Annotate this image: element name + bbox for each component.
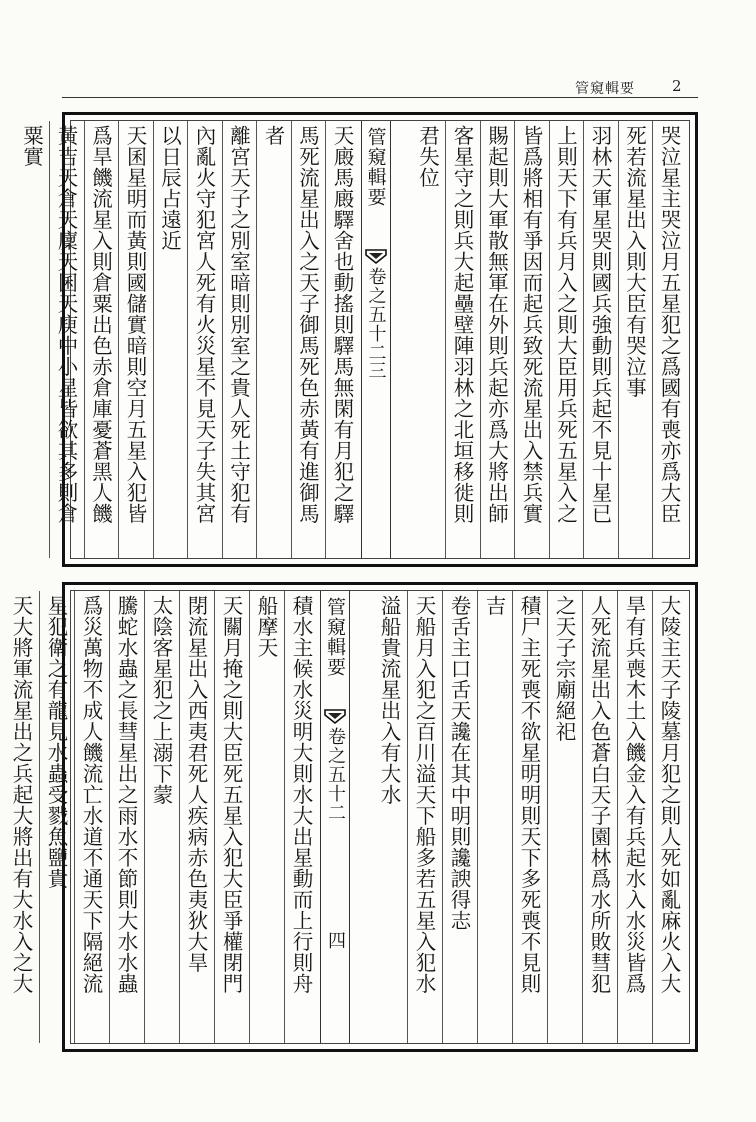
column-rule [39,591,40,1043]
column-rule [74,591,75,1043]
right-text-column: 積尸主死喪不欲星明明則天下多死喪不見則 [517,595,541,994]
fold-book-title: 管窺輯要 [364,127,387,207]
column-rule [652,121,653,558]
bottom-leaf [9,582,698,1052]
column-rule [477,591,478,1043]
right-text-column: 大陵主天子陵墓月犯之則人死如亂麻火入大 [657,595,681,994]
column-rule [325,121,326,558]
column-rule [617,591,618,1043]
column-rule [118,121,119,558]
column-rule [407,591,408,1043]
left-text-column: 閉流星出入西夷君死人疾病赤色夷狄大旱 [184,595,208,973]
running-title: 管窺輯要 [575,81,635,97]
column-rule [179,591,180,1043]
column-rule [109,591,110,1043]
right-text-column: 上則天下有兵月入之則大臣用兵死五星入之 [553,125,578,524]
left-text-column: 天囷星明而黃則國儲實暗則空月五星入犯皆 [123,125,147,524]
left-text-column: 天廄馬廄驛舍也動搖則驛馬無閑有月犯之驛 [330,125,354,524]
bottom-leaf-text-frame [9,590,690,1044]
center-fold-column [361,121,391,558]
column-rule [583,121,584,558]
left-text-column: 船摩天 [254,595,278,658]
header-rule [62,97,698,98]
column-rule [652,591,653,1043]
left-text-column: 爲災萬物不成人饑流亡水道不通天下隔絕流 [79,595,103,994]
column-rule [84,121,85,558]
column-rule [222,121,223,558]
left-text-column: 太陰客星犯之上溺下蒙 [149,595,173,805]
column-rule [618,121,619,558]
left-text-column: 天大將軍流星出之兵起大將出有大水入之大 [9,595,33,994]
right-text-column: 溢船貴流星出入有大水 [377,595,401,805]
fold-volume-label: 卷之五十二 [365,267,387,362]
column-rule [291,121,292,558]
column-rule [249,591,250,1043]
right-text-column: 卷舌主口舌天讒在其中明則讒諛得志 [447,595,471,931]
column-rule [480,121,481,558]
left-text-column: 馬死流星出入之天子御馬死色赤黃有進御馬 [295,125,320,524]
top-leaf-text-frame [19,120,690,559]
column-rule [547,591,548,1043]
center-fold-column [320,591,350,1043]
left-text-column: 內亂火守犯宮人死有火災星不見天子失其宮 [192,125,216,524]
left-text-column: 者 [261,125,285,146]
left-text-column: 星犯衛之有龍見水蟲受戮魚鹽貴 [44,595,68,889]
fishtail-mark-icon [324,709,346,725]
page-number: 2 [672,77,682,95]
column-rule [514,121,515,558]
left-text-column: 積水主候水災明大則水大出星動而上行則舟 [289,595,313,994]
right-text-column: 君失位 [415,125,440,188]
left-text-column: 以日辰占遠近 [157,125,182,251]
right-text-column: 吉 [482,595,506,616]
right-text-column: 哭泣星主哭泣月五星犯之爲國有喪亦爲大臣 [657,125,681,524]
column-rule [256,121,257,558]
column-rule [49,121,50,558]
right-text-column: 旱有兵喪木土入饑金入有兵起水入水災皆爲 [622,595,646,994]
column-rule [144,591,145,1043]
left-text-column: 騰蛇水蟲之長彗星出之雨水不節則大水水蟲 [114,595,138,994]
column-rule [153,121,154,558]
column-rule [214,591,215,1043]
top-leaf [19,112,698,567]
right-text-column: 死若流星出入則大臣有哭泣事 [622,125,647,398]
right-text-column: 天船月入犯之百川溢天下船多若五星入犯水 [412,595,436,994]
column-rule [187,121,188,558]
column-rule [512,591,513,1043]
right-text-column: 客星守之則兵大起壘壁陣羽林之北垣移徙則 [450,125,474,524]
fold-leaf-number: 四 [325,931,346,949]
column-rule [549,121,550,558]
column-rule [442,591,443,1043]
right-text-column: 賜起則大軍散無軍在外則兵起亦爲大將出師 [484,125,509,524]
left-text-column: 天關月掩之則大臣死五星入犯大臣爭權閉門 [219,595,243,994]
column-rule [284,591,285,1043]
fold-book-title: 管窺輯要 [324,597,346,677]
column-rule [582,591,583,1043]
fold-leaf-number: 三 [365,361,387,379]
left-text-column: 黃吉天倉天廩天囷天庾中小星皆欲其多則倉 [54,125,78,524]
fishtail-mark-icon [365,249,387,265]
right-text-column: 皆爲將相有爭因而起兵致死流星出入禁兵實 [519,125,543,524]
right-text-column: 羽林天軍星哭則國兵強動則兵起不見十星已 [588,125,612,524]
left-text-column: 粟實 [19,125,44,167]
column-rule [445,121,446,558]
right-text-column: 人死流星出入色蒼白天子園林爲水所敗彗犯 [587,595,611,994]
left-text-column: 爲旱饑流星入則倉粟出色赤倉庫憂蒼黑人饑 [88,125,113,524]
right-text-column: 之天子宗廟絕祀 [552,595,576,742]
fold-volume-label: 卷之五十二 [325,727,346,822]
left-text-column: 離宮天子之別室暗則別室之貴人死土守犯有 [226,125,251,524]
